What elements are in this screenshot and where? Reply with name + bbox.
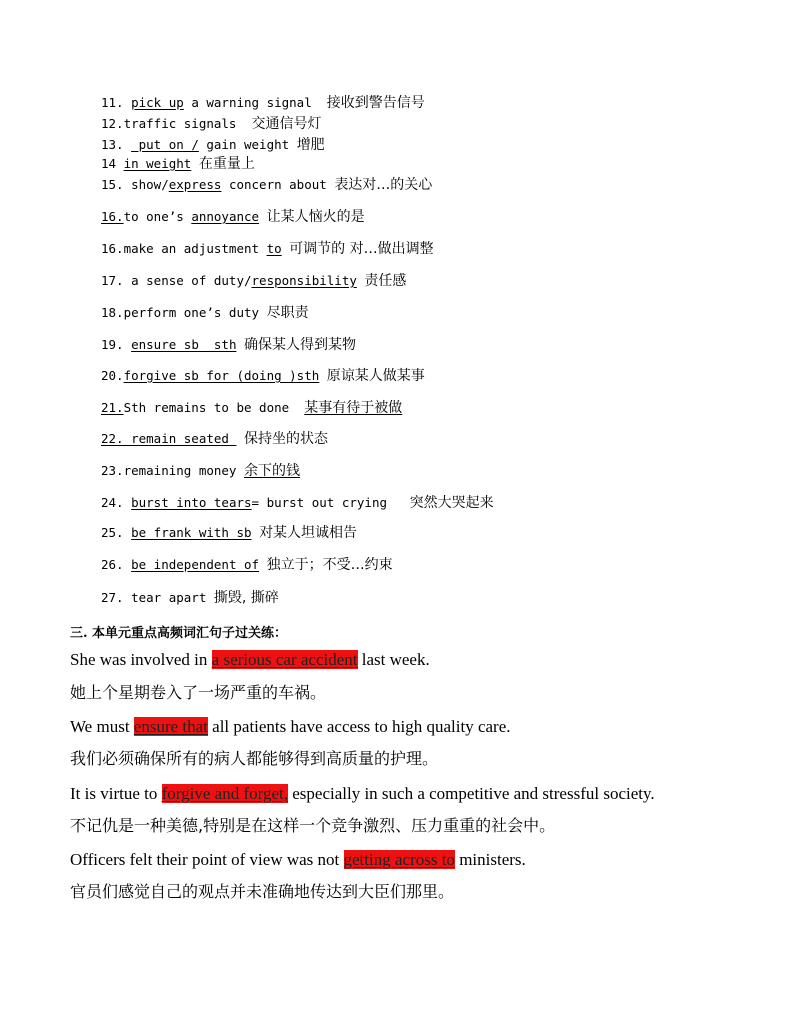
vocab-item xyxy=(101,463,300,479)
vocab-item xyxy=(101,495,494,511)
english-sentence xyxy=(70,849,526,871)
vocab-chinese: 接收到警告信号 xyxy=(326,95,425,111)
vocab-english: pick up xyxy=(131,95,184,110)
vocab-english: ensure sb sth xyxy=(131,337,237,352)
vocab-chinese: 可调节的 对…做出调整 xyxy=(289,241,434,257)
vocab-english: 18.perform one’s duty xyxy=(101,305,267,320)
vocab-chinese: 让某人恼火的是 xyxy=(266,209,365,225)
vocab-item xyxy=(101,156,255,172)
section-title: 三. 本单元重点高频词汇句子过关练： xyxy=(70,626,288,641)
highlighted-phrase: a serious car accident xyxy=(211,650,358,669)
vocab-english: 16. xyxy=(101,209,124,224)
vocab-chinese: 撕毁, 撕碎 xyxy=(213,590,279,606)
sentence-text: ministers. xyxy=(454,850,526,869)
sentence-text: She was involved in xyxy=(70,650,212,669)
vocab-english: 19. xyxy=(101,337,132,352)
vocab-chinese: 原谅某人做某事 xyxy=(326,368,425,384)
vocab-english: forgive sb for (doing )sth xyxy=(123,368,320,383)
sentence-text: We must xyxy=(70,717,134,736)
sentence-text: last week. xyxy=(357,650,430,669)
vocab-chinese: 尽职责 xyxy=(266,305,309,321)
vocab-english: 15. show/ xyxy=(101,177,169,192)
vocab-english xyxy=(252,525,260,540)
vocab-english: 25. xyxy=(101,525,132,540)
vocab-item xyxy=(101,368,425,384)
sentence-text: Officers felt their point of view was not xyxy=(70,850,344,869)
vocab-item xyxy=(101,273,406,289)
chinese-translation: 她上个星期卷入了一场严重的车祸。 xyxy=(70,683,327,702)
vocab-item xyxy=(101,400,402,416)
vocab-english: express xyxy=(168,177,222,192)
vocab-item xyxy=(101,95,425,111)
vocab-english: 13. xyxy=(101,137,132,152)
vocab-english: 21. xyxy=(101,400,124,415)
vocab-item xyxy=(101,177,432,193)
vocab-english: 17. a sense of duty/ xyxy=(101,273,252,288)
vocab-english: be frank with sb xyxy=(131,525,252,540)
vocab-english: 20. xyxy=(101,368,124,383)
vocab-chinese: 保持坐的状态 xyxy=(244,431,328,447)
sentence-text: It is virtue to xyxy=(70,784,162,803)
vocab-item xyxy=(101,241,434,257)
sentence-text: all patients have access to high quality care. xyxy=(207,717,511,736)
vocab-chinese: 责任感 xyxy=(364,273,407,289)
vocab-english: Sth remains to be done xyxy=(123,400,305,415)
english-sentence xyxy=(70,649,430,671)
vocab-english: 24. xyxy=(101,495,132,510)
vocab-chinese: 突然大哭起来 xyxy=(409,495,494,511)
highlighted-phrase: forgive and forget, xyxy=(161,784,288,803)
sentence-text: especially in such a competitive and stressful society. xyxy=(287,784,655,803)
vocab-chinese: 交通信号灯 xyxy=(251,116,322,132)
vocab-english: in weight xyxy=(123,156,192,171)
vocab-item xyxy=(101,305,309,321)
vocab-english xyxy=(259,209,267,224)
vocab-chinese: 某事有待于被做 xyxy=(304,400,403,416)
english-sentence xyxy=(70,783,655,805)
vocab-item xyxy=(101,525,357,541)
vocab-english: gain weight xyxy=(198,137,297,152)
vocab-english: 26. xyxy=(101,557,132,572)
vocab-english: concern about xyxy=(221,177,335,192)
vocab-english: put on / xyxy=(131,137,199,152)
vocab-item xyxy=(101,590,279,606)
chinese-translation: 我们必须确保所有的病人都能够得到高质量的护理。 xyxy=(70,749,439,768)
highlighted-phrase: ensure that xyxy=(133,717,208,736)
vocab-english: annoyance xyxy=(191,209,260,224)
vocab-english xyxy=(259,557,267,572)
vocab-item xyxy=(101,557,393,573)
vocab-item xyxy=(101,116,322,132)
chinese-translation: 不记仇是一种美德,特别是在这样一个竞争激烈、压力重重的社会中。 xyxy=(70,816,556,835)
vocab-english: 27. tear apart xyxy=(101,590,214,605)
vocab-english: responsibility xyxy=(251,273,357,288)
vocab-english: 12.traffic signals xyxy=(101,116,252,131)
highlighted-phrase: getting across to xyxy=(343,850,455,869)
vocab-english: 16.make an adjustment xyxy=(101,241,267,256)
vocab-english xyxy=(319,368,327,383)
vocab-chinese: 独立于；不受…约束 xyxy=(266,557,393,573)
vocab-english xyxy=(236,337,244,352)
vocab-chinese: 增肥 xyxy=(296,137,325,153)
vocab-english: a warning signal xyxy=(183,95,327,110)
vocab-chinese: 表达对…的关心 xyxy=(334,177,433,193)
vocab-english: to xyxy=(266,241,282,256)
vocab-item xyxy=(101,137,325,153)
vocab-chinese: 余下的钱 xyxy=(244,463,300,479)
vocab-english: 23.remaining money xyxy=(101,463,244,478)
vocab-item xyxy=(101,209,365,225)
vocab-chinese: 确保某人得到某物 xyxy=(244,337,356,353)
vocab-english: burst into tears xyxy=(131,495,252,510)
vocab-english: 22. remain seated xyxy=(101,431,237,446)
vocab-english: 14 xyxy=(101,156,124,171)
vocab-english: be independent of xyxy=(131,557,260,572)
vocab-english xyxy=(236,431,244,446)
vocab-item xyxy=(101,337,356,353)
vocab-english: = burst out crying xyxy=(251,495,410,510)
vocab-item xyxy=(101,431,328,447)
vocab-chinese: 在重量上 xyxy=(198,156,255,172)
vocab-english: to one’s xyxy=(123,209,192,224)
vocab-english xyxy=(191,156,199,171)
chinese-translation: 官员们感觉自己的观点并未准确地传达到大臣们那里。 xyxy=(70,882,455,901)
english-sentence xyxy=(70,716,511,738)
vocab-chinese: 对某人坦诚相告 xyxy=(259,525,358,541)
vocab-english: 11. xyxy=(101,95,132,110)
